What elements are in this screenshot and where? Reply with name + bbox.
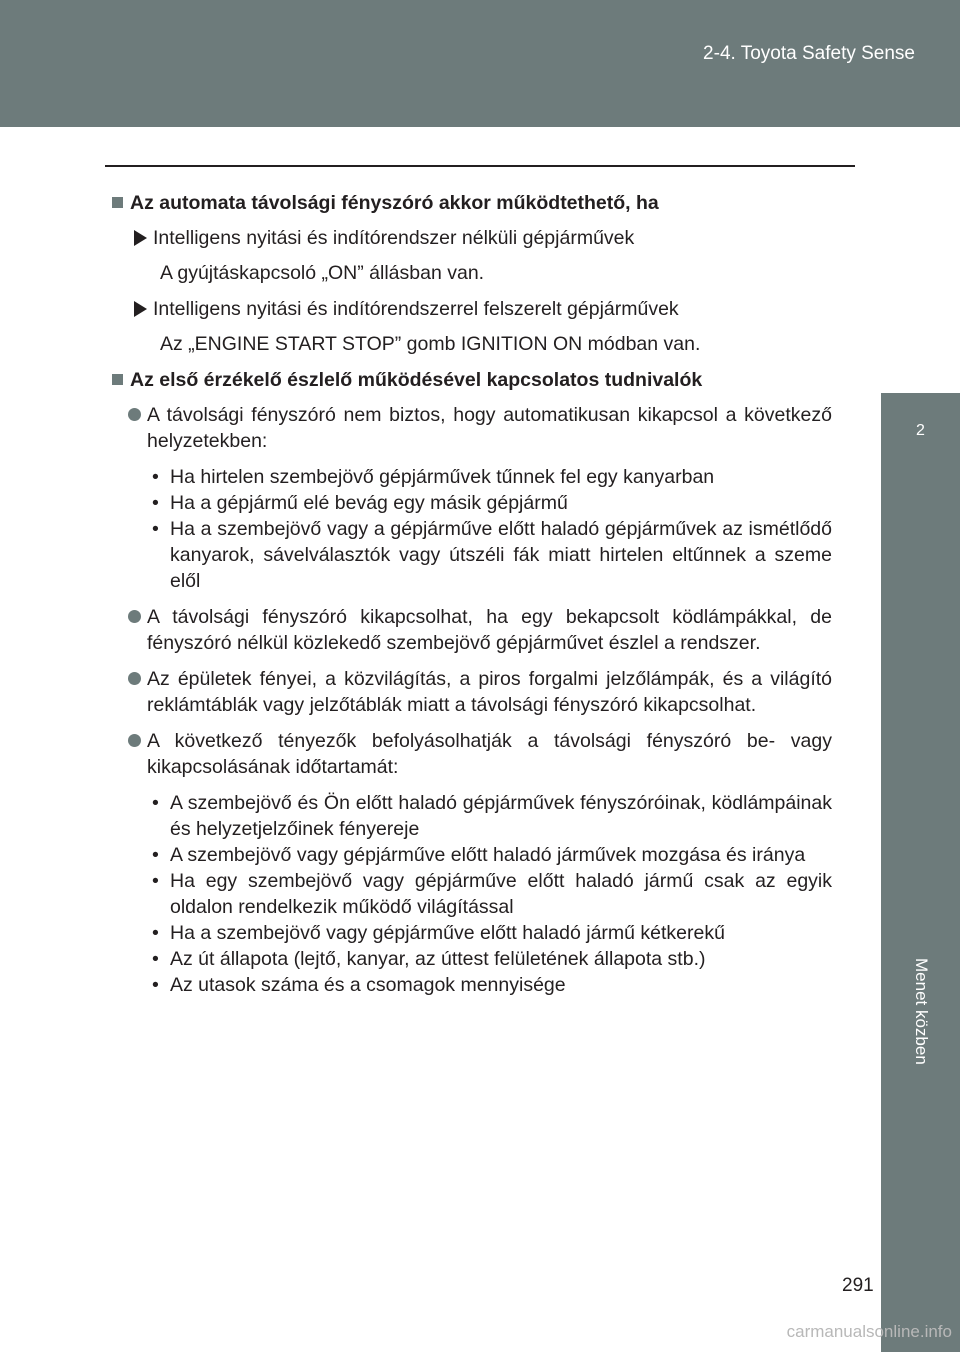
triangle-arrow-icon [134,230,147,246]
bullet-item: • A szembejövő vagy gépjárműve előtt haladó járművek mozgása és iránya [152,842,832,868]
circle-bullet-icon [128,734,141,747]
condition-label: Intelligens nyitási és indítórendszer nélküli gépjárművek [132,225,832,251]
bullet-item: • Ha a szembejövő vagy a gépjárműve előtt haladó gépjárművek az ismétlődő kanyarok, sávelválasztók vagy útszéli fák miatt hirtelen eltűnnek a szeme elől [152,516,832,594]
bullet-item: • Az út állapota (lejtő, kanyar, az úttest felületének állapota stb.) [152,946,832,972]
section-heading: Az első érzékelő észlelő működésével kapcsolatos tudnivalók [112,367,832,393]
circle-bullet-icon [128,610,141,623]
list-item: A következő tényezők befolyásolhatják a távolsági fényszóró be- vagy kikapcsolásának időtartamát: [112,728,832,780]
condition-label: Intelligens nyitási és indítórendszerrel felszerelt gépjárművek [132,296,832,322]
condition-text: Az „ENGINE START STOP” gomb IGNITION ON módban van. [160,333,701,355]
bullet-item: • Az utasok száma és a csomagok mennyisége [152,972,832,998]
page-number: 291 [842,1275,874,1296]
square-bullet-icon [112,374,123,385]
bullet-list [152,464,832,594]
list-item: Az épületek fényei, a közvilágítás, a piros forgalmi jelzőlámpák, és a világító reklámtáblák vagy jelzőtáblák miatt a távolsági fényszóró kikapcsolhat. [112,666,832,718]
condition-text: A gyújtáskapcsoló „ON” állásban van. [160,262,485,284]
circle-bullet-icon [128,672,141,685]
top-divider [105,165,855,167]
bullet-item: • Ha a gépjármű elé bevág egy másik gépjármű [152,490,832,516]
square-bullet-icon [112,197,123,208]
page-content [112,190,832,1008]
list-item: A távolsági fényszóró kikapcsolhat, ha egy bekapcsolt ködlámpákkal, de fényszóró nélkül közlekedő szembejövő gépjárművet észlel a rendszer. [112,604,832,656]
bullet-item: • Ha egy szembejövő vagy gépjárműve előtt haladó jármű csak az egyik oldalon rendelkezik működő világítással [152,868,832,920]
chapter-tab-number: 2 [881,393,960,468]
bullet-list [152,790,832,998]
triangle-arrow-icon [134,301,147,317]
circle-bullet-icon [128,408,141,421]
list-item: A távolsági fényszóró nem biztos, hogy automatikusan kikapcsol a következő helyzetekben: [112,402,832,454]
chapter-tab-label: Menet közben [912,958,931,1065]
watermark: carmanualsonline.info [786,1322,952,1341]
section-heading: Az automata távolsági fényszóró akkor működtethető, ha [112,190,832,216]
section-title: 2-4. Toyota Safety Sense [703,43,915,64]
header-band [0,0,960,127]
bullet-item: • Ha a szembejövő vagy gépjárműve előtt haladó jármű kétkerekű [152,920,832,946]
bullet-item: • A szembejövő és Ön előtt haladó gépjárművek fényszóróinak, ködlámpáinak és helyzetjelzőinek fényereje [152,790,832,842]
chapter-tab [881,468,960,1352]
bullet-item: • Ha hirtelen szembejövő gépjárművek tűnnek fel egy kanyarban [152,464,832,490]
